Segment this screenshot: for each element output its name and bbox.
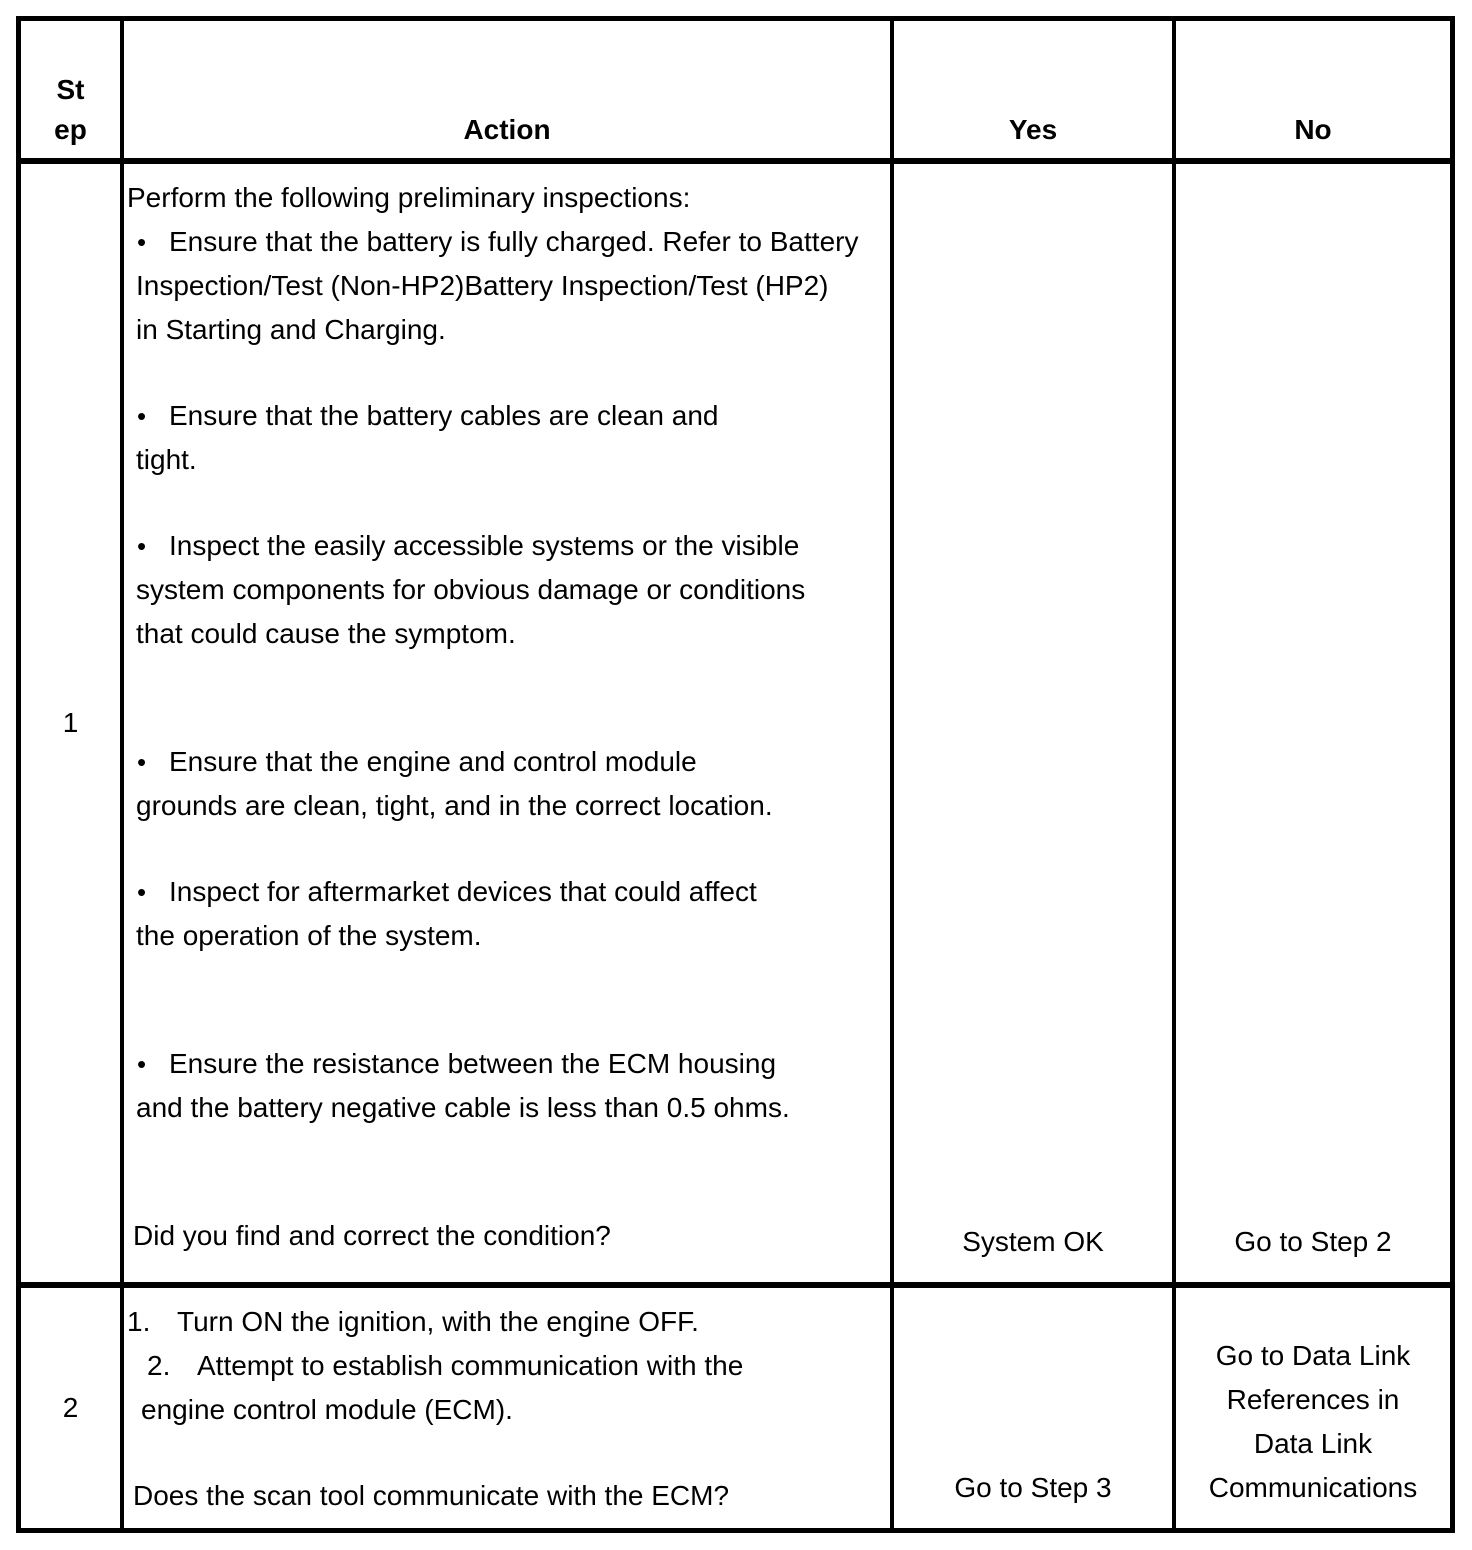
header-action	[120, 21, 890, 158]
step-number: 1	[62, 707, 79, 738]
action-cell	[120, 1288, 890, 1528]
no-text: Communications	[1208, 1472, 1418, 1503]
header-step-line1: St	[56, 74, 85, 105]
step-number: 2	[62, 1392, 79, 1423]
action-line	[127, 1300, 882, 1344]
action-text: Inspect for aftermarket devices that could affect	[169, 876, 757, 907]
action-text: Inspect the easily accessible systems or the visible	[169, 530, 800, 561]
no-text: Go to Data Link	[1215, 1340, 1411, 1371]
action-line: Does the scan tool communicate with the ECM?	[133, 1480, 730, 1511]
action-line: grounds are clean, tight, and in the correct location.	[136, 790, 773, 821]
action-line: in Starting and Charging.	[136, 314, 446, 345]
table-row	[21, 158, 1450, 1282]
list-number: 2.	[147, 1350, 171, 1381]
action-line	[127, 220, 882, 264]
yes-cell	[890, 1288, 1172, 1528]
bullet-icon: •	[137, 227, 147, 257]
bullet-icon: •	[137, 1049, 147, 1079]
action-line	[127, 1344, 882, 1388]
action-line: system components for obvious damage or conditions	[136, 574, 806, 605]
header-row	[21, 21, 1450, 158]
action-text: Ensure that the battery is fully charged. Refer to Battery	[169, 226, 859, 257]
table-row	[21, 1282, 1450, 1528]
action-line	[127, 1042, 882, 1086]
no-text: References in	[1226, 1384, 1400, 1415]
action-line: Inspection/Test (Non-HP2)Battery Inspection/Test (HP2)	[136, 270, 829, 301]
action-text: Turn ON the ignition, with the engine OFF.	[177, 1306, 699, 1337]
header-step-line2: ep	[54, 114, 87, 145]
header-no	[1172, 21, 1450, 158]
list-number: 1.	[127, 1306, 151, 1337]
yes-text: Go to Step 3	[954, 1472, 1112, 1503]
header-yes	[890, 21, 1172, 158]
action-line: the operation of the system.	[136, 920, 482, 951]
action-line: Perform the following preliminary inspections:	[127, 182, 691, 213]
action-line	[127, 394, 882, 438]
header-step	[21, 21, 120, 158]
action-line: engine control module (ECM).	[141, 1394, 513, 1425]
no-text: Data Link	[1253, 1428, 1373, 1459]
action-line: tight.	[136, 444, 197, 475]
action-line	[127, 524, 882, 568]
header-action-label: Action	[463, 114, 551, 145]
header-yes-label: Yes	[1008, 114, 1058, 145]
no-cell	[1172, 164, 1450, 1282]
bullet-icon: •	[137, 531, 147, 561]
action-text: Ensure that the engine and control module	[169, 746, 697, 777]
bullet-icon: •	[137, 877, 147, 907]
action-text: Ensure that the battery cables are clean and	[169, 400, 719, 431]
action-line: and the battery negative cable is less than 0.5 ohms.	[136, 1092, 790, 1123]
yes-cell	[890, 164, 1172, 1282]
no-text: Go to Step 2	[1234, 1226, 1392, 1257]
yes-text: System OK	[962, 1226, 1104, 1257]
action-line	[127, 740, 882, 784]
step-cell	[21, 164, 120, 1282]
action-line: that could cause the symptom.	[136, 618, 516, 649]
action-text: Attempt to establish communication with the	[197, 1350, 744, 1381]
no-cell	[1172, 1288, 1450, 1528]
action-line: Did you find and correct the condition?	[133, 1220, 611, 1251]
action-cell	[120, 164, 890, 1282]
action-line	[127, 870, 882, 914]
header-no-label: No	[1294, 114, 1332, 145]
step-cell	[21, 1288, 120, 1528]
diagnostic-table	[16, 16, 1455, 1533]
bullet-icon: •	[137, 401, 147, 431]
action-text: Ensure the resistance between the ECM housing	[169, 1048, 777, 1079]
bullet-icon: •	[137, 747, 147, 777]
